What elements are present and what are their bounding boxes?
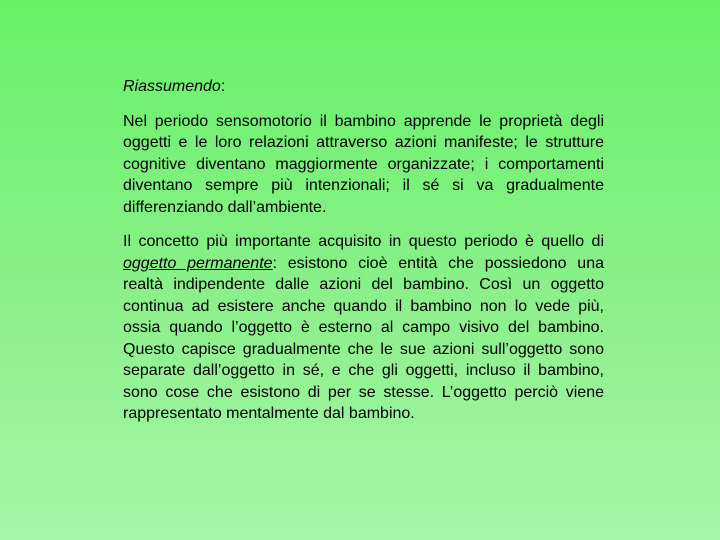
object-permanence-term: oggetto permanente	[123, 254, 273, 272]
heading-word: Riassumendo	[123, 78, 221, 95]
paragraph-body-text: : esistono cioè entità che possiedono una realtà indipendente dalle azioni del bambino. Così un oggetto continua ad esistere anche quando il bambino non lo vede più, ossia quando l’oggetto è esterno al campo visivo del bambino. Questo capisce gradualmente che le sue azioni sull’oggetto sono separate dall’oggetto in sé, e che gli oggetti, incluso il bambino, sono cose che esistono di per se stesse. L’oggetto perciò viene rappresentato mentalmente dal bambino.	[123, 254, 605, 422]
paragraph-intro-text: Il concetto più importante acquisito in questo periodo è quello di	[123, 233, 604, 250]
slide-content	[123, 76, 604, 438]
summary-paragraph: Nel periodo sensomotorio il bambino apprende le proprietà degli oggetti e le loro relazioni attraverso azioni manifeste; le strutture cognitive diventano maggiormente organizzate; i comportamenti diventano sempre più intenzionali; il sé si va gradualmente differenziando dall’ambiente.	[123, 112, 604, 216]
slide-heading	[123, 76, 604, 98]
heading-colon: :	[220, 78, 226, 95]
object-permanence-paragraph	[123, 231, 604, 425]
